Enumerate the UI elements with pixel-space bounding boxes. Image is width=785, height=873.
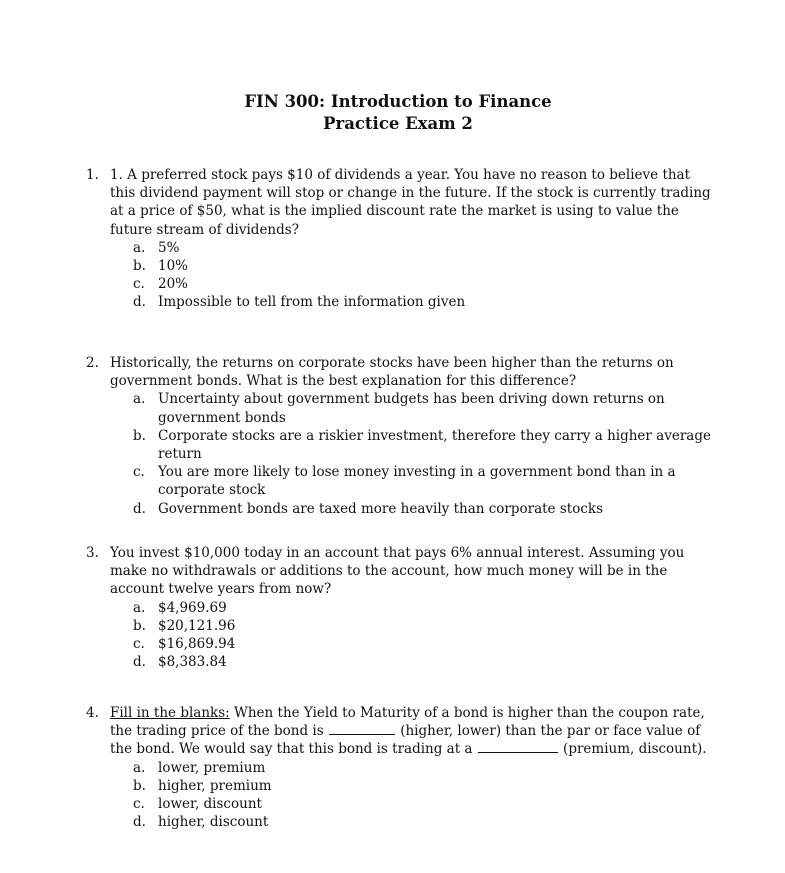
option-text: lower, premium [158,759,266,776]
option-text: 20% [158,276,189,293]
option-text: Corporate stocks are a riskier investment, therefore they carry a higher average return [158,427,711,463]
answer-blank-2 [478,740,558,753]
option-text: $16,869.94 [158,636,236,653]
option-list [86,239,716,312]
fill-in-label: Fill in the blanks: [110,705,230,721]
option-b [133,777,716,795]
question-number: 3. [86,545,99,561]
option-a [133,759,716,777]
question-3 [86,544,716,671]
answer-blank-1 [329,722,395,735]
option-a [133,390,716,426]
option-a [133,239,716,257]
option-letter: c. [133,796,145,813]
course-title: FIN 300: Introduction to Finance [244,92,552,111]
option-list [86,759,716,832]
option-b [133,427,716,463]
option-letter: b. [133,777,146,794]
option-text: You are more likely to lose money investing in a government bond than in a corporate stock [158,464,676,499]
question-text-part3: (premium, discount). [558,741,707,758]
option-text: 10% [158,258,189,275]
option-d [133,813,716,831]
question-2 [86,354,716,518]
option-letter: a. [133,391,146,408]
option-letter: b. [133,427,146,444]
option-c [133,795,716,813]
option-d [133,653,716,671]
option-letter: d. [133,654,146,671]
option-text: lower, discount [158,796,262,813]
question-number: 4. [86,705,99,721]
option-letter: b. [133,258,146,275]
option-d [133,293,716,311]
option-text: $4,969.69 [158,599,227,616]
question-1 [86,166,716,312]
option-a [133,599,716,617]
question-number: 2. [86,355,99,371]
question-text: Historically, the returns on corporate stocks have been higher than the returns on government bonds. What is the best explanation for this difference? [110,355,674,390]
option-letter: c. [133,464,145,481]
option-letter: d. [133,294,146,311]
option-letter: a. [133,759,146,776]
question-text-part1: When the Yield to Maturity of a bond is higher than the coupon rate, the trading price of the bond is [110,705,705,740]
option-list [86,599,716,672]
document-header [0,91,785,135]
question-text: 1. A preferred stock pays $10 of dividends a year. You have no reason to believe that this dividend payment will stop or change in the future. If the stock is currently trading at a price of $50, what is the implied discount rate the market is using to value the future stream of dividends? [110,167,711,238]
option-text: 5% [158,239,180,256]
option-text: higher, discount [158,814,269,831]
option-c [133,275,716,293]
option-b [133,617,716,635]
option-text: Impossible to tell from the information given [158,294,466,311]
option-b [133,257,716,275]
option-text: higher, premium [158,777,272,794]
option-letter: a. [133,239,146,256]
option-letter: c. [133,636,145,653]
option-letter: c. [133,276,145,293]
option-text: $8,383.84 [158,654,227,671]
option-letter: a. [133,599,146,616]
option-letter: d. [133,814,146,831]
option-text: Uncertainty about government budgets has been driving down returns on government bonds [158,391,665,426]
question-text-part2: (higher, lower) than the par or face value of the bond. We would say that this bond is trading at a [110,723,701,758]
question-number: 1. [86,167,99,183]
option-letter: b. [133,617,146,634]
option-text: Government bonds are taxed more heavily than corporate stocks [158,500,603,517]
exam-title: Practice Exam 2 [323,114,473,133]
option-list [86,390,716,517]
option-d [133,500,716,518]
option-c [133,635,716,653]
option-c [133,463,716,499]
question-text [110,704,716,759]
question-text: You invest $10,000 today in an account that pays 6% annual interest. Assuming you make no withdrawals or additions to the account, how much money will be in the account twelve years from now? [110,545,685,598]
option-text: $20,121.96 [158,617,236,634]
question-4 [86,704,716,831]
option-letter: d. [133,500,146,517]
